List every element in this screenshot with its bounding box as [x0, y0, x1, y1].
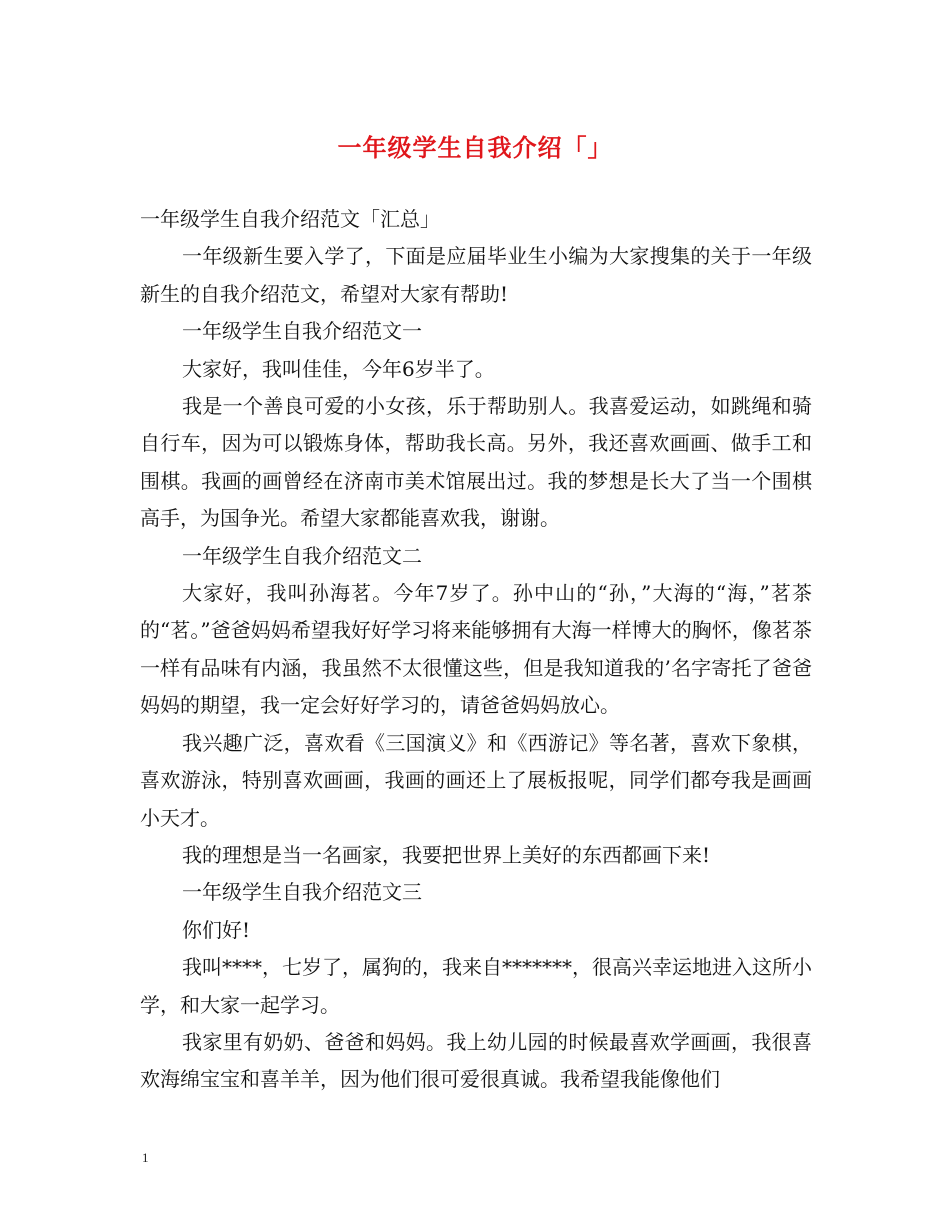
document-title: 一年级学生自我介绍「」: [337, 133, 613, 162]
paragraph: 我是一个善良可爱的小女孩，乐于帮助别人。我喜爱运动，如跳绳和骑自行车，因为可以锻炼身体，帮助我长高。另外，我还喜欢画画、做手工和围棋。我画的画曾经在济南市美术馆展出过。我的梦想是长大了当一个围棋高手，为国争光。希望大家都能喜欢我，谢谢。: [140, 394, 812, 531]
paragraph: 一年级学生自我介绍范文「汇总」: [140, 207, 440, 231]
paragraph: 我的理想是当一名画家，我要把世界上美好的东西都画下来!: [182, 842, 711, 867]
document-body: [140, 201, 812, 1099]
paragraph: 我兴趣广泛，喜欢看《三国演义》和《西游记》等名著，喜欢下象棋，喜欢游泳，特别喜欢画画，我画的画还上了展板报呢，同学们都夸我是画画小天才。: [140, 730, 812, 830]
paragraph: 一年级新生要入学了，下面是应届毕业生小编为大家搜集的关于一年级新生的自我介绍范文，希望对大家有帮助!: [140, 244, 812, 306]
paragraph: 我家里有奶奶、爸爸和妈妈。我上幼儿园的时候最喜欢学画画，我很喜欢海绵宝宝和喜羊羊，因为他们很可爱很真诚。我希望我能像他们: [140, 1029, 812, 1092]
section-heading: 一年级学生自我介绍范文一: [182, 319, 422, 344]
paragraph: 大家好，我叫佳佳，今年6岁半了。: [182, 356, 495, 381]
page-number: 1: [142, 1150, 149, 1165]
paragraph: 我叫****，七岁了，属狗的，我来自*******，很高兴幸运地进入这所小学，和大家一起学习。: [140, 955, 812, 1017]
paragraph: 大家好，我叫孙海茗。今年7岁了。孙中山的“孙，”大海的“海，”茗茶的“茗。”爸爸妈妈希望我好好学习将来能够拥有大海一样博大的胸怀，像茗茶一样有品味有内涵，我虽然不太很懂这些，但是我知道我的’名字寄托了爸爸妈妈的期望，我一定会好好学习的，请爸爸妈妈放心。: [140, 581, 812, 718]
section-heading: 一年级学生自我介绍范文二: [182, 543, 422, 568]
paragraph: 你们好!: [182, 917, 251, 942]
section-heading: 一年级学生自我介绍范文三: [182, 880, 422, 905]
